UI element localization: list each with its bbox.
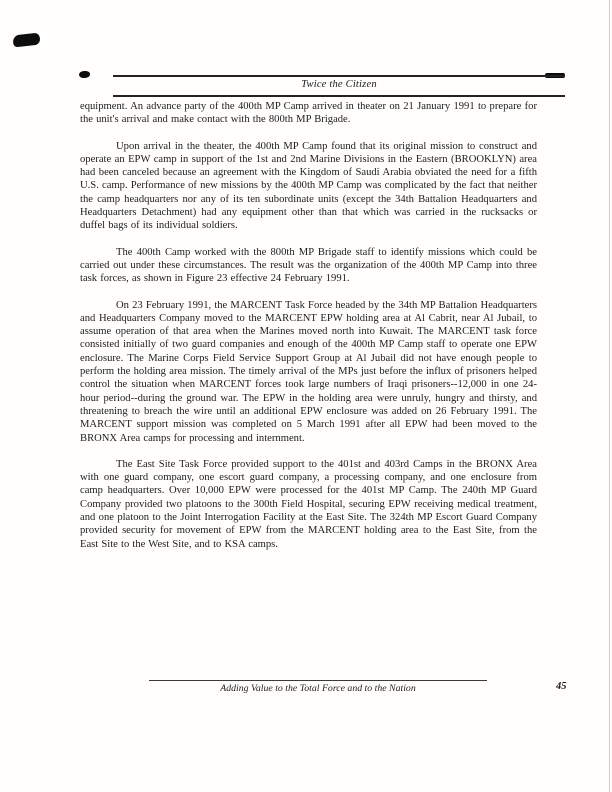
scan-artifact-top-left <box>12 33 40 48</box>
paragraph-5: The East Site Task Force provided support to the 401st and 403rd Camps in the BRONX Area with one guard company, one escort guard company, a processing company, and one enclosure from camp headquarters. Over 10,000 EPW were processed for the 401st MP Camp. The 240th MP Guard Company provided two platoons to the 300th Field Hospital, securing EPW receiving medical treatment, and one platoon to the Joint Interrogation Facility at the East Site. The 324th MP Escort Guard Company provided security for movement of EPW from the MARCENT holding area to the East Site, from the East Site to the West Site, and to KSA camps. <box>80 458 537 550</box>
header-rule-top <box>113 75 565 77</box>
header-rule-bottom <box>113 95 565 97</box>
running-head-title: Twice the Citizen <box>301 79 377 90</box>
scan-edge-line <box>609 0 610 792</box>
body-text <box>80 100 537 564</box>
footer-rule <box>149 680 487 681</box>
footer-motto: Adding Value to the Total Force and to the Nation <box>220 683 416 694</box>
paragraph-2: Upon arrival in the theater, the 400th MP Camp found that its original mission to construct and operate an EPW camp in support of the 1st and 2nd Marine Divisions in the Eastern (BROOKLYN) area had been canceled because an agreement with the Kingdom of Saudi Arabia obviated the need for a fifth U.S. camp. Performance of new missions by the 400th MP Camp was complicated by the fact that neither the camp headquarters nor any of its ten subordinate units (except the 34th Battalion Headquarters and Headquarters Detachment) had any equipment other than that which was carried in the rucksacks or duffel bags of its individual soldiers. <box>80 140 537 232</box>
page-number: 45 <box>556 681 567 692</box>
paragraph-3: The 400th Camp worked with the 800th MP Brigade staff to identify missions which could be carried out under these circumstances. The result was the organization of the 400th MP Camp into three task forces, as shown in Figure 23 effective 24 February 1991. <box>80 246 537 285</box>
scan-artifact-header-left <box>79 71 90 78</box>
paragraph-4: On 23 February 1991, the MARCENT Task Force headed by the 34th MP Battalion Headquarters and Headquarters Company moved to the MARCENT EPW holding area at Al Cabrit, near Al Jubail, to assume operation of that area when the Marines moved north into Kuwait. The MARCENT task force consisted initially of two guard companies and enough of the 400th MP Camp staff to operate one EPW enclosure. The Marine Corps Field Service Support Group at Al Jubail did not have enough people to perform the holding area mission. The timely arrival of the MPs just before the influx of prisoners helped control the situation when MARCENT forces took large numbers of Iraqi prisoners--12,000 in one 24-hour period--during the ground war. The EPW in the holding area were unruly, hungry and thirsty, and threatening to breach the wire until an additional EPW enclosure was added on 26 February 1991. The MARCENT support mission was completed on 5 March 1991 after all EPW had been moved to the BRONX Area camps for processing and internment. <box>80 299 537 444</box>
paragraph-1: equipment. An advance party of the 400th MP Camp arrived in theater on 21 January 1991 to prepare for the unit's arrival and make contact with the 800th MP Brigade. <box>80 101 537 126</box>
